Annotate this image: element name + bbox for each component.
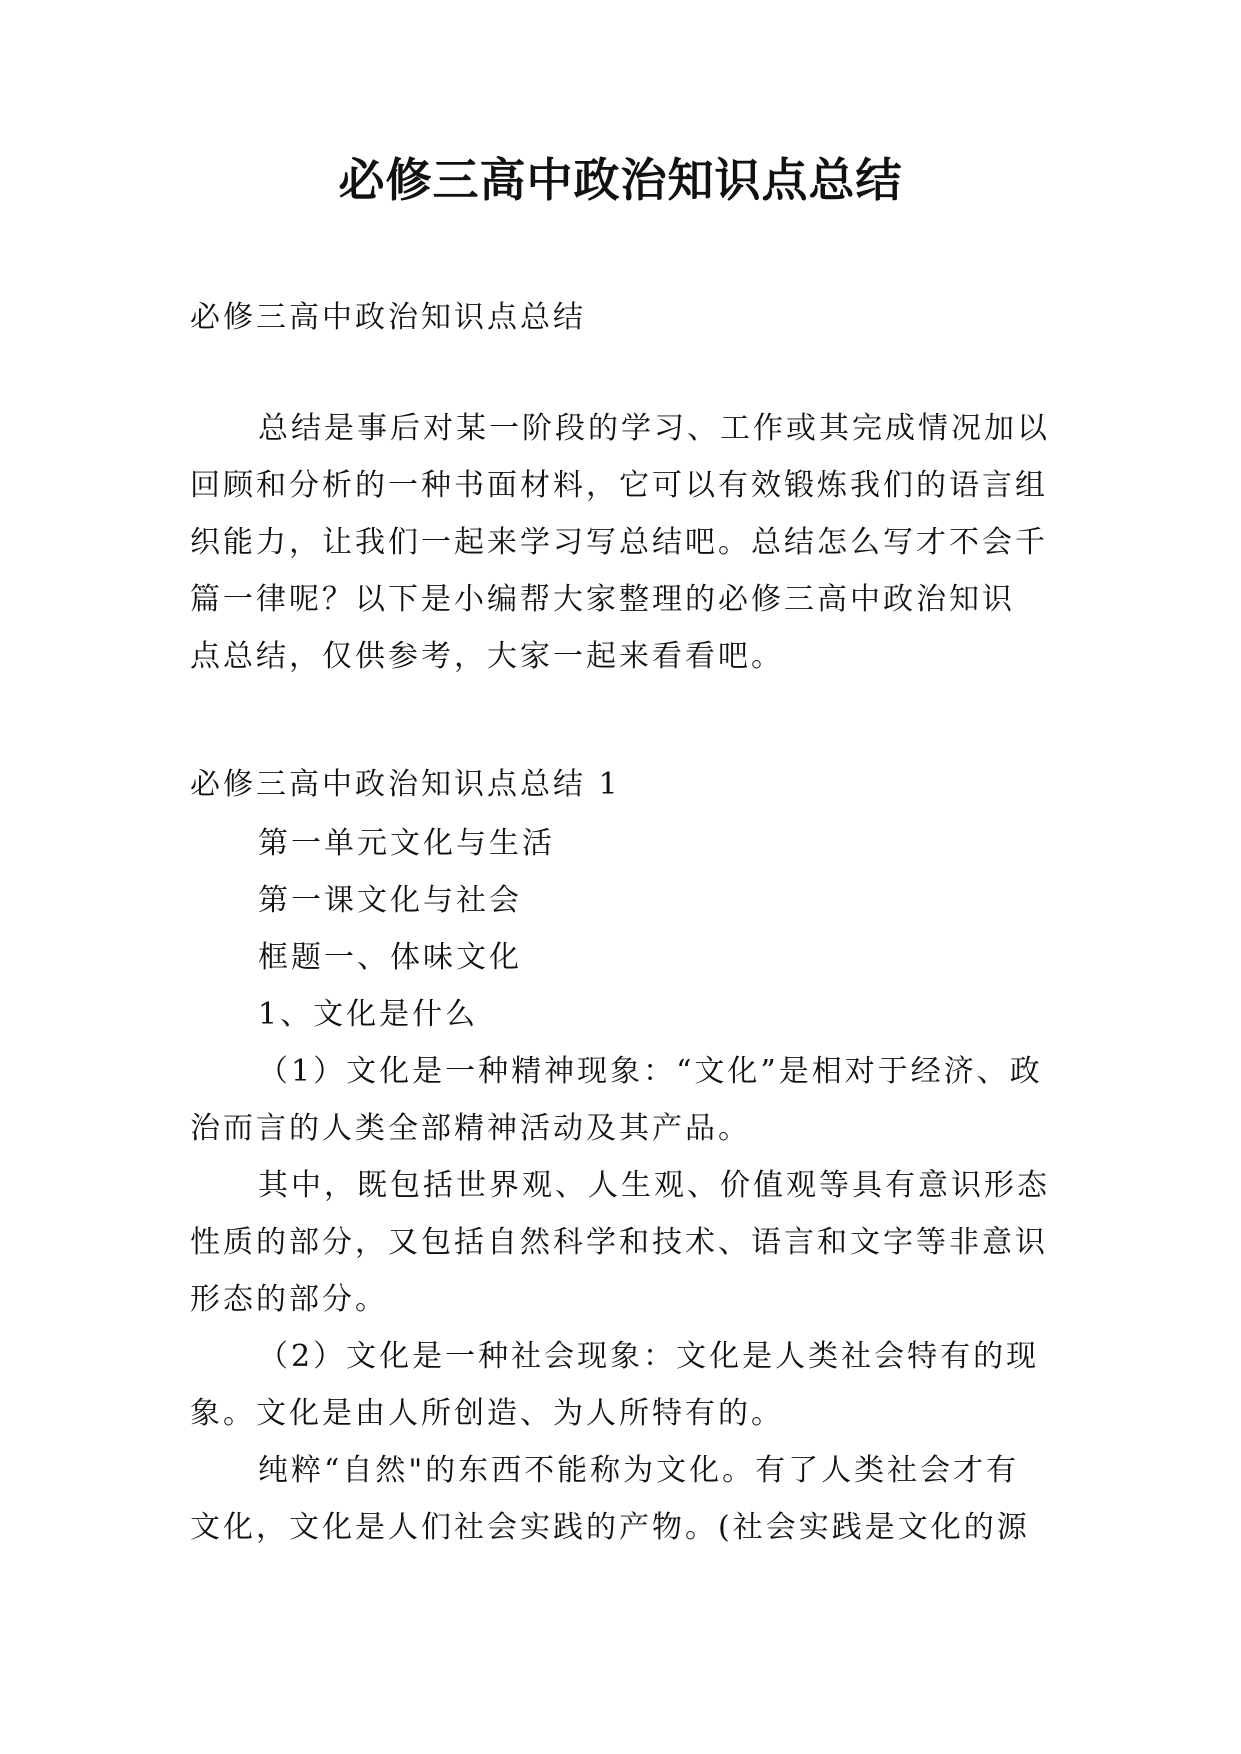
intro-line: 点总结，仅供参考，大家一起来看看吧。 xyxy=(190,639,784,674)
section-heading: 必修三高中政治知识点总结 1 xyxy=(190,767,621,802)
document-subtitle: 必修三高中政治知识点总结 xyxy=(190,300,586,335)
content-line: 象。文化是由人所创造、为人所特有的。 xyxy=(190,1396,784,1431)
intro-line: 织能力，让我们一起来学习写总结吧。总结怎么写才不会千 xyxy=(190,525,1048,560)
content-line: 其中，既包括世界观、人生观、价值观等具有意识形态 xyxy=(258,1168,1050,1203)
topic-heading: 框题一、体味文化 xyxy=(258,940,522,975)
content-line: （2）文化是一种社会现象：文化是人类社会特有的现 xyxy=(258,1339,1040,1374)
content-line: 形态的部分。 xyxy=(190,1282,388,1317)
intro-line: 回顾和分析的一种书面材料，它可以有效锻炼我们的语言组 xyxy=(190,468,1048,503)
unit-heading: 第一单元文化与生活 xyxy=(258,826,555,861)
content-line: 纯粹“自然"的东西不能称为文化。有了人类社会才有 xyxy=(258,1453,1020,1488)
section-content xyxy=(190,815,1050,1556)
content-line: 治而言的人类全部精神活动及其产品。 xyxy=(190,1111,751,1146)
content-line: （1）文化是一种精神现象：“文化”是相对于经济、政 xyxy=(258,1054,1043,1089)
intro-line: 篇一律呢？以下是小编帮大家整理的必修三高中政治知识 xyxy=(190,582,1015,617)
intro-paragraph xyxy=(190,400,1050,685)
document-title: 必修三高中政治知识点总结 xyxy=(338,153,903,207)
content-line: 性质的部分，又包括自然科学和技术、语言和文字等非意识 xyxy=(190,1225,1048,1260)
point-heading: 1、文化是什么 xyxy=(258,997,479,1032)
intro-line: 总结是事后对某一阶段的学习、工作或其完成情况加以 xyxy=(258,411,1050,446)
lesson-heading: 第一课文化与社会 xyxy=(258,883,522,918)
content-line: 文化，文化是人们社会实践的产物。(社会实践是文化的源 xyxy=(190,1510,1030,1545)
